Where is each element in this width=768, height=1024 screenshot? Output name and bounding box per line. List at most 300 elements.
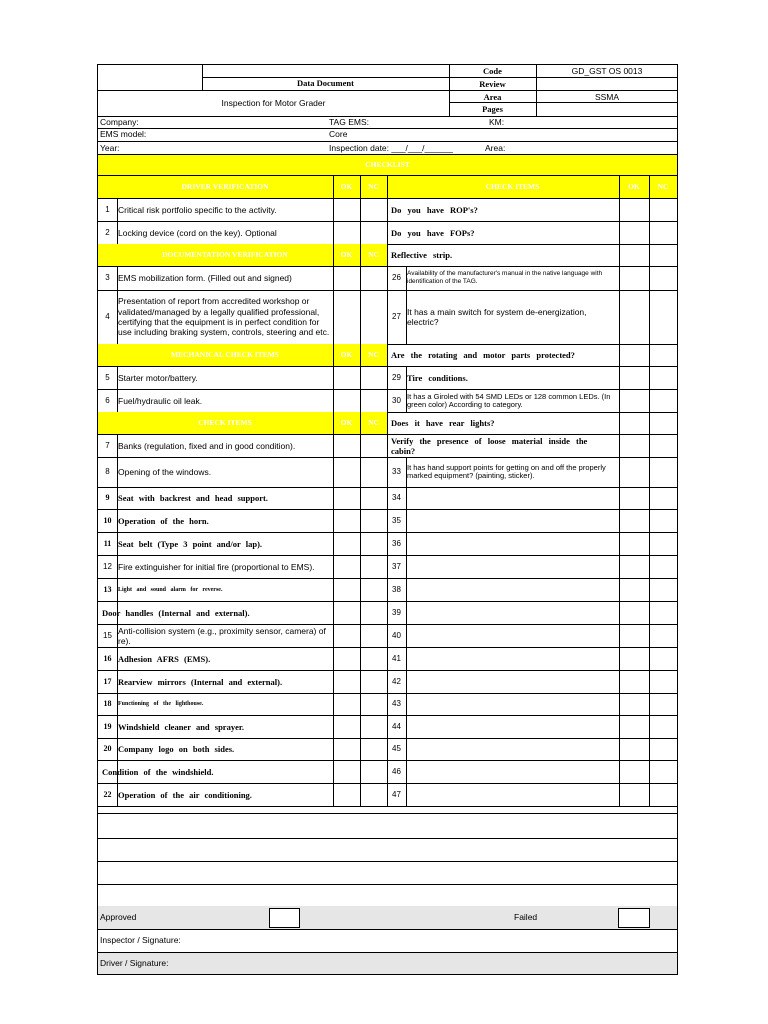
item-number: 16 (103, 653, 112, 663)
nc-header: NC (368, 250, 379, 259)
nc-cell[interactable] (649, 457, 677, 487)
driver-signature[interactable]: Driver / Signature: (100, 958, 169, 968)
divider (406, 389, 407, 412)
item-description: It has hand support points for getting on and off the properly marked equipment? (painting, sticker). (407, 463, 606, 480)
section-header (98, 344, 387, 366)
failed-label: Failed (514, 912, 538, 922)
item-description: It has a Giroled with 54 SMD LEDs or 128 common LEDs. (In green color) According to category. (407, 391, 611, 409)
section-header (98, 176, 387, 198)
divider (387, 290, 388, 344)
item-number: 27 (392, 312, 401, 321)
divider (406, 670, 407, 693)
nc-cell[interactable] (360, 670, 387, 693)
nc-cell[interactable] (360, 221, 387, 244)
code-value: GD_GST OS 0013 (571, 66, 643, 76)
nc-cell[interactable] (649, 509, 677, 532)
item-description: Functioning of the lighthouse. (118, 701, 204, 707)
ok-cell[interactable] (333, 509, 360, 532)
item-description (407, 670, 617, 693)
nc-cell[interactable] (360, 601, 387, 624)
item-number: 42 (392, 676, 401, 686)
divider (406, 290, 407, 344)
item-description (407, 601, 617, 624)
item-number: 38 (392, 584, 401, 594)
item-description: Condition of the windshield. (102, 766, 214, 777)
nc-cell[interactable] (649, 760, 677, 783)
ok-cell[interactable] (619, 366, 649, 389)
divider (406, 715, 407, 738)
section-title: MECHANICAL CHECK ITEMS (171, 350, 279, 359)
item-description (407, 738, 617, 760)
section-header (98, 244, 387, 266)
checklist-title: CHECKLIST (365, 160, 410, 169)
item-number: 9 (105, 493, 110, 502)
nc-cell[interactable] (360, 715, 387, 738)
item-number: 10 (103, 515, 112, 525)
divider (387, 198, 388, 221)
ok-cell[interactable] (619, 487, 649, 509)
nc-cell[interactable] (649, 344, 677, 366)
inspector-signature[interactable]: Inspector / Signature: (100, 935, 181, 945)
item-description (407, 760, 617, 783)
item-description: Seat belt (Type 3 point and/or lap). (118, 538, 263, 549)
divider (387, 266, 388, 290)
item-description: Starter motor/battery. (118, 372, 198, 383)
ok-cell[interactable] (619, 624, 649, 647)
item-number: 37 (392, 561, 401, 571)
divider (387, 344, 388, 366)
ok-cell[interactable] (619, 244, 649, 266)
divider (360, 412, 361, 434)
approval-row (98, 906, 677, 929)
nc-cell[interactable] (360, 783, 387, 806)
divider (117, 783, 118, 806)
nc-cell[interactable] (360, 647, 387, 670)
item-description: Critical risk portfolio specific to the activity. (118, 204, 277, 215)
item-number: 19 (103, 721, 112, 731)
item-number: 5 (105, 372, 110, 382)
item-number: 13 (103, 584, 112, 594)
divider (117, 578, 118, 601)
nc-cell[interactable] (360, 693, 387, 715)
nc-cell[interactable] (649, 266, 677, 290)
ok-header: OK (340, 350, 353, 359)
divider (117, 389, 118, 412)
section-header (98, 412, 387, 434)
item-description: Seat with backrest and head support. (118, 493, 268, 503)
item-description: Verify the presence of loose material inside the cabin? (391, 435, 588, 456)
tag-ems-field[interactable]: TAG EMS: (329, 117, 369, 127)
nc-cell[interactable] (649, 693, 677, 715)
divider (649, 176, 650, 198)
inspection-date-field[interactable]: Inspection date: ___/___/______ (329, 143, 453, 153)
divider (406, 532, 407, 555)
nc-cell[interactable] (649, 738, 677, 760)
ok-cell[interactable] (333, 434, 360, 457)
item-description: Tire conditions. (407, 372, 468, 383)
ok-cell[interactable] (619, 434, 649, 457)
nc-cell[interactable] (649, 532, 677, 555)
ok-cell[interactable] (619, 578, 649, 601)
item-number: 17 (103, 676, 112, 686)
item-number: 30 (392, 395, 401, 405)
divider (117, 434, 118, 457)
nc-cell[interactable] (360, 366, 387, 389)
ok-cell[interactable] (333, 266, 360, 290)
ok-header: OK (628, 182, 640, 191)
form-subtitle: Inspection for Motor Grader (221, 98, 326, 108)
item-description: Does it have rear lights? (391, 418, 495, 428)
item-description (407, 647, 617, 670)
divider (333, 412, 334, 434)
item-description (407, 555, 617, 578)
nc-header: NC (657, 182, 669, 191)
ok-cell[interactable] (333, 221, 360, 244)
failed-checkbox[interactable] (618, 908, 650, 928)
ok-cell[interactable] (619, 647, 649, 670)
item-number: 40 (392, 630, 401, 640)
item-number: 11 (103, 538, 112, 548)
divider (117, 693, 118, 715)
checklist-band (98, 154, 677, 176)
nc-cell[interactable] (360, 198, 387, 221)
ok-cell[interactable] (619, 693, 649, 715)
area-label: Area (483, 92, 502, 102)
item-description (407, 532, 617, 555)
divider (387, 693, 388, 715)
item-number: 34 (392, 493, 401, 502)
divider (333, 344, 334, 366)
code-label: Code (483, 66, 502, 76)
item-number: 33 (392, 467, 401, 476)
ok-cell[interactable] (619, 221, 649, 244)
item-description: Light and sound alarm for reverse. (118, 586, 223, 593)
ok-header: OK (340, 182, 353, 191)
nc-cell[interactable] (360, 760, 387, 783)
item-number: 8 (105, 467, 110, 476)
nc-header: NC (368, 182, 379, 191)
item-description (407, 624, 617, 647)
divider (387, 176, 388, 198)
nc-cell[interactable] (649, 198, 677, 221)
ok-cell[interactable] (333, 389, 360, 412)
ok-cell[interactable] (333, 715, 360, 738)
ok-cell[interactable] (619, 412, 649, 434)
ok-cell[interactable] (333, 366, 360, 389)
divider (387, 389, 388, 412)
divider (406, 624, 407, 647)
item-number: 36 (392, 538, 401, 548)
divider (406, 647, 407, 670)
item-description: Do you have FOPs? (391, 227, 475, 238)
item-description: Rearview mirrors (Internal and external). (118, 676, 283, 687)
ok-cell[interactable] (333, 555, 360, 578)
divider (406, 555, 407, 578)
divider (387, 244, 388, 266)
item-description: Company logo on both sides. (118, 744, 235, 754)
divider (117, 715, 118, 738)
divider (117, 366, 118, 389)
item-description: Locking device (cord on the key). Optional (118, 227, 277, 238)
nc-cell[interactable] (649, 624, 677, 647)
divider (387, 221, 388, 244)
nc-cell[interactable] (649, 783, 677, 806)
nc-cell[interactable] (649, 434, 677, 457)
divider (333, 176, 334, 198)
ok-cell[interactable] (333, 198, 360, 221)
item-number: 7 (105, 440, 110, 450)
nc-cell[interactable] (360, 389, 387, 412)
nc-cell[interactable] (360, 738, 387, 760)
ok-header: OK (340, 250, 353, 259)
item-number: 45 (392, 744, 401, 753)
divider (117, 266, 118, 290)
item-description: Adhesion AFRS (EMS). (118, 653, 211, 664)
nc-cell[interactable] (649, 389, 677, 412)
divider (117, 487, 118, 509)
nc-cell[interactable] (649, 555, 677, 578)
divider (406, 487, 407, 509)
item-number: 29 (392, 372, 401, 382)
divider (387, 434, 388, 457)
item-number: 26 (392, 273, 401, 282)
ok-cell[interactable] (619, 783, 649, 806)
doc-title: Data Document (297, 78, 354, 88)
item-description (407, 578, 617, 601)
section-header (387, 176, 677, 198)
company-field[interactable]: Company: (100, 117, 139, 127)
nc-cell[interactable] (360, 555, 387, 578)
item-number: 47 (392, 789, 401, 799)
divider (406, 266, 407, 290)
divider (406, 366, 407, 389)
divider (117, 670, 118, 693)
km-field[interactable]: KM: (489, 117, 505, 127)
approved-label: Approved (100, 912, 137, 922)
ok-cell[interactable] (333, 693, 360, 715)
nc-cell[interactable] (649, 244, 677, 266)
divider (406, 601, 407, 624)
ok-cell[interactable] (619, 290, 649, 344)
row-divider (98, 806, 677, 807)
ok-cell[interactable] (619, 738, 649, 760)
ems-model-field[interactable]: EMS model: (100, 129, 147, 139)
checklist-grid (98, 176, 677, 813)
ok-cell[interactable] (619, 532, 649, 555)
ok-cell[interactable] (333, 624, 360, 647)
item-description (407, 509, 617, 532)
pages-label: Pages (482, 104, 503, 114)
divider (387, 532, 388, 555)
item-description: Are the rotating and motor parts protected? (391, 350, 575, 360)
item-description: Presentation of report from accredited workshop or validated/managed by a legally qualified professional, certifying that the equipment is in perfect condition for use including braking system, controls, steering and etc. (118, 296, 330, 338)
ok-cell[interactable] (333, 457, 360, 487)
item-description (407, 783, 617, 806)
divider (387, 670, 388, 693)
item-description: Banks (regulation, fixed and in good condition). (118, 440, 296, 451)
nc-cell[interactable] (649, 221, 677, 244)
item-number: 20 (103, 744, 112, 753)
section-title: CHECK ITEMS (485, 182, 540, 191)
nc-cell[interactable] (360, 509, 387, 532)
ok-cell[interactable] (333, 670, 360, 693)
item-number: 35 (392, 515, 401, 525)
divider (387, 647, 388, 670)
ok-cell[interactable] (619, 457, 649, 487)
ok-cell[interactable] (619, 389, 649, 412)
divider (387, 783, 388, 806)
divider (406, 578, 407, 601)
nc-header: NC (368, 418, 379, 427)
divider (387, 412, 388, 434)
divider (387, 578, 388, 601)
item-number: 46 (392, 766, 401, 776)
divider (117, 532, 118, 555)
divider (117, 555, 118, 578)
ok-cell[interactable] (333, 578, 360, 601)
divider (117, 760, 118, 783)
nc-cell[interactable] (649, 487, 677, 509)
divider (117, 624, 118, 647)
nc-cell[interactable] (649, 412, 677, 434)
area-value: SSMA (594, 92, 620, 102)
item-description: Operation of the horn. (118, 515, 209, 526)
ok-cell[interactable] (333, 738, 360, 760)
nc-cell[interactable] (649, 670, 677, 693)
item-number: 18 (103, 699, 112, 708)
divider (117, 738, 118, 760)
section-title: DRIVER VERIFICATION (181, 182, 269, 191)
nc-cell[interactable] (649, 366, 677, 389)
item-description: Anti-collision system (e.g., proximity sensor, camera) of re). (118, 625, 326, 646)
nc-cell[interactable] (360, 457, 387, 487)
item-description: Do you have ROP's? (391, 204, 478, 215)
divider (387, 366, 388, 389)
item-description: Opening of the windows. (118, 467, 212, 477)
core-field[interactable]: Core (329, 129, 348, 139)
item-description: Reflective strip. (391, 250, 453, 260)
divider (387, 509, 388, 532)
nc-cell[interactable] (360, 487, 387, 509)
item-number: 6 (105, 395, 110, 405)
inspection-form (97, 64, 678, 975)
item-number: 39 (392, 607, 401, 617)
nc-cell[interactable] (649, 601, 677, 624)
item-description: Windshield cleaner and sprayer. (118, 721, 244, 732)
ok-cell[interactable] (619, 266, 649, 290)
ok-cell[interactable] (333, 760, 360, 783)
divider (333, 244, 334, 266)
ok-cell[interactable] (619, 601, 649, 624)
divider (619, 176, 620, 198)
year-field[interactable]: Year: (100, 143, 120, 153)
ok-cell[interactable] (333, 532, 360, 555)
item-description (407, 487, 617, 509)
nc-cell[interactable] (649, 647, 677, 670)
nc-cell[interactable] (649, 290, 677, 344)
item-number: 2 (105, 227, 110, 237)
item-number: 41 (392, 653, 401, 663)
ok-cell[interactable] (333, 647, 360, 670)
ok-cell[interactable] (619, 198, 649, 221)
divider (117, 647, 118, 670)
item-number: 3 (105, 273, 110, 282)
approved-checkbox[interactable] (269, 908, 300, 928)
ok-cell[interactable] (333, 487, 360, 509)
item-number: 22 (103, 789, 112, 799)
divider (117, 457, 118, 487)
section-title: DOCUMENTATION VERIFICATION (162, 250, 288, 259)
item-description: Fire extinguisher for initial fire (proportional to EMS). (118, 561, 315, 572)
divider (360, 344, 361, 366)
divider (406, 693, 407, 715)
ok-cell[interactable] (333, 601, 360, 624)
item-number: 15 (103, 630, 112, 640)
ok-cell[interactable] (619, 344, 649, 366)
divider (387, 715, 388, 738)
item-number: 43 (392, 699, 401, 708)
area-field[interactable]: Area: (485, 143, 506, 153)
divider (406, 760, 407, 783)
item-number: 1 (105, 204, 110, 214)
item-description: Door handles (Internal and external). (102, 607, 250, 618)
divider (406, 783, 407, 806)
divider (387, 487, 388, 509)
ok-cell[interactable] (619, 670, 649, 693)
nc-cell[interactable] (649, 715, 677, 738)
item-description: Availability of the manufacturer's manual in the native language with identification of the TAG. (407, 270, 603, 285)
item-number: 4 (105, 312, 110, 321)
nc-cell[interactable] (360, 578, 387, 601)
divider (406, 457, 407, 487)
ok-cell[interactable] (619, 715, 649, 738)
nc-cell[interactable] (360, 624, 387, 647)
item-description (407, 715, 617, 738)
divider (387, 457, 388, 487)
ok-header: OK (340, 418, 353, 427)
nc-cell[interactable] (649, 578, 677, 601)
review-label: Review (479, 79, 506, 89)
divider (117, 290, 118, 344)
item-description (407, 693, 617, 715)
item-description: It has a main switch for system de-energization, electric? (407, 307, 587, 327)
divider (360, 176, 361, 198)
section-title: CHECK ITEMS (198, 418, 252, 427)
divider (387, 555, 388, 578)
driver-row (98, 953, 677, 974)
ok-cell[interactable] (619, 760, 649, 783)
divider (387, 760, 388, 783)
item-number: 12 (103, 561, 112, 571)
nc-header: NC (368, 350, 379, 359)
nc-cell[interactable] (360, 290, 387, 344)
nc-cell[interactable] (360, 434, 387, 457)
ok-cell[interactable] (333, 290, 360, 344)
item-number: 44 (392, 721, 401, 731)
ok-cell[interactable] (619, 509, 649, 532)
ok-cell[interactable] (619, 555, 649, 578)
item-description: Operation of the air conditioning. (118, 789, 252, 800)
divider (387, 601, 388, 624)
divider (406, 509, 407, 532)
ok-cell[interactable] (333, 783, 360, 806)
divider (117, 221, 118, 244)
item-description: EMS mobilization form. (Filled out and signed) (118, 273, 292, 283)
divider (387, 624, 388, 647)
nc-cell[interactable] (360, 266, 387, 290)
divider (117, 601, 118, 624)
nc-cell[interactable] (360, 532, 387, 555)
